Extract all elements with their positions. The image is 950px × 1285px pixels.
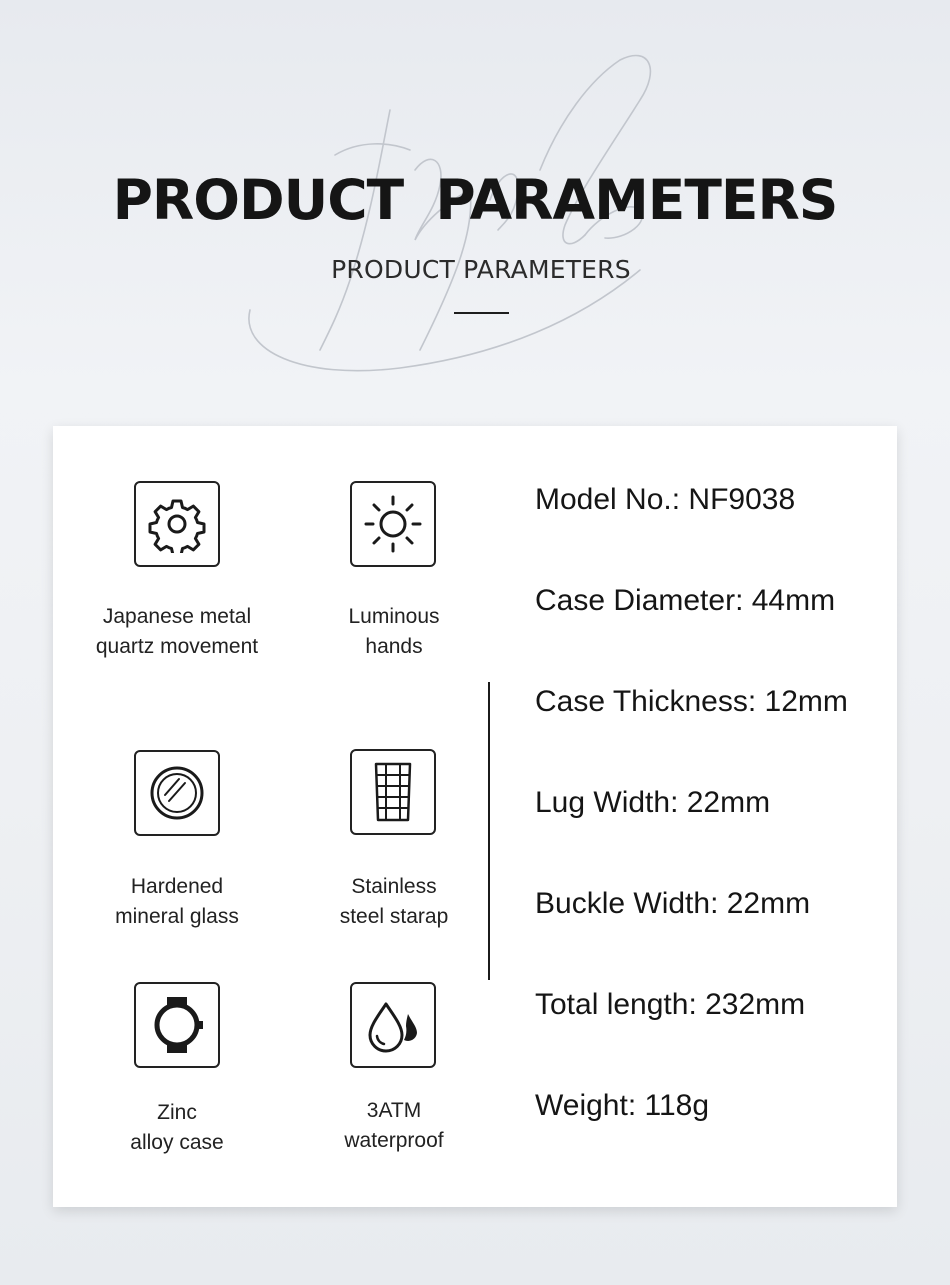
- spec-buckle-width: Buckle Width: 22mm: [535, 887, 811, 920]
- spec-weight: Weight: 118g: [535, 1089, 710, 1122]
- feature-label: Japanese metal quartz movement: [95, 605, 259, 658]
- page-subtitle: PRODUCT PARAMETERS: [331, 255, 631, 284]
- sun-icon: [350, 481, 436, 567]
- spec-case-diameter: Case Diameter: 44mm: [535, 584, 836, 617]
- gear-icon: [134, 481, 220, 567]
- spec-lug-width: Lug Width: 22mm: [535, 786, 771, 819]
- spec-model: Model No.: NF9038: [535, 483, 796, 516]
- title-divider: [454, 312, 509, 314]
- feature-label: Luminous hands: [348, 605, 440, 658]
- watch-case-icon: [134, 982, 220, 1068]
- spec-total-length: Total length: 232mm: [535, 988, 806, 1021]
- glass-icon: [134, 750, 220, 836]
- page-title: PRODUCT PARAMETERS: [112, 168, 838, 232]
- feature-label: Stainless steel starap: [339, 875, 449, 928]
- feature-label: Hardened mineral glass: [115, 875, 239, 928]
- strap-icon: [350, 749, 436, 835]
- column-divider: [488, 682, 490, 980]
- feature-label: Zinc alloy case: [130, 1101, 224, 1154]
- water-drop-icon: [350, 982, 436, 1068]
- spec-case-thickness: Case Thickness: 12mm: [535, 685, 848, 718]
- parameters-card: [53, 426, 897, 1207]
- feature-label: 3ATM waterproof: [344, 1099, 444, 1152]
